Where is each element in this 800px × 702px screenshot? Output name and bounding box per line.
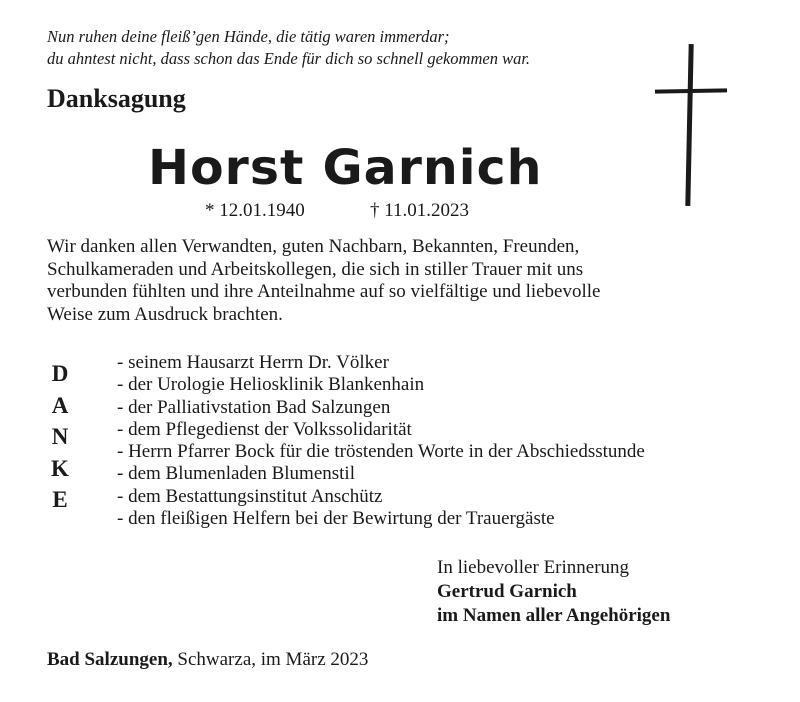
thank-you-paragraph — [47, 236, 747, 326]
danke-letter: E — [52, 487, 68, 512]
signature-family: im Namen aller Angehörigen — [437, 605, 671, 626]
danke-letter: K — [51, 455, 69, 481]
danke-letter: D — [51, 361, 69, 386]
paragraph-line: Weise zum Ausdruck brachten. — [47, 303, 283, 325]
closing-block — [437, 556, 670, 628]
list-item: - Herrn Pfarrer Bock für die tröstenden Worte in der Abschiedsstunde — [117, 441, 645, 463]
birth-date: * 12.01.1940 — [205, 200, 305, 221]
danke-letter: A — [51, 392, 69, 418]
paragraph-line: verbunden fühlten und ihre Anteilnahme auf so vielfältige und liebevolle — [47, 281, 601, 302]
danke-letter: N — [51, 424, 69, 449]
deceased-name: Horst Garnich — [148, 140, 543, 196]
list-item: - den fleißigen Helfern bei der Bewirtung der Trauergäste — [117, 508, 555, 530]
list-item: - seinem Hausarzt Herrn Dr. Völker — [117, 352, 389, 373]
list-item: - dem Bestattungsinstitut Anschütz — [117, 485, 383, 507]
signature-name: Gertrud Garnich — [437, 581, 577, 602]
list-item: - der Palliativstation Bad Salzungen — [117, 396, 391, 418]
poem-line-2: du ahntest nicht, dass schon das Ende für dich so schnell gekommen war. — [47, 49, 531, 68]
cross-icon — [655, 44, 727, 206]
footer-place: Bad Salzungen, — [47, 649, 173, 670]
thanks-list — [117, 352, 645, 530]
memorial-poem — [47, 26, 530, 70]
death-date: † 11.01.2023 — [370, 200, 470, 221]
closing-line: In liebevoller Erinnerung — [437, 557, 630, 578]
list-item: - der Urologie Heliosklinik Blankenhain — [117, 374, 425, 396]
place-and-date — [47, 649, 368, 671]
list-item: - dem Blumenladen Blumenstil — [117, 463, 355, 485]
paragraph-line: Schulkameraden und Arbeitskollegen, die sich in stiller Trauer mit uns — [47, 258, 584, 280]
danke-vertical-word — [40, 358, 80, 516]
paragraph-line: Wir danken allen Verwandten, guten Nachbarn, Bekannten, Freunden, — [47, 236, 580, 257]
footer-date: Schwarza, im März 2023 — [172, 649, 369, 670]
poem-line-1: Nun ruhen deine fleiß’gen Hände, die tätig waren immerdar; — [47, 27, 450, 46]
list-item: - dem Pflegedienst der Volkssolidarität — [117, 418, 412, 440]
page-title: Danksagung — [47, 84, 186, 113]
